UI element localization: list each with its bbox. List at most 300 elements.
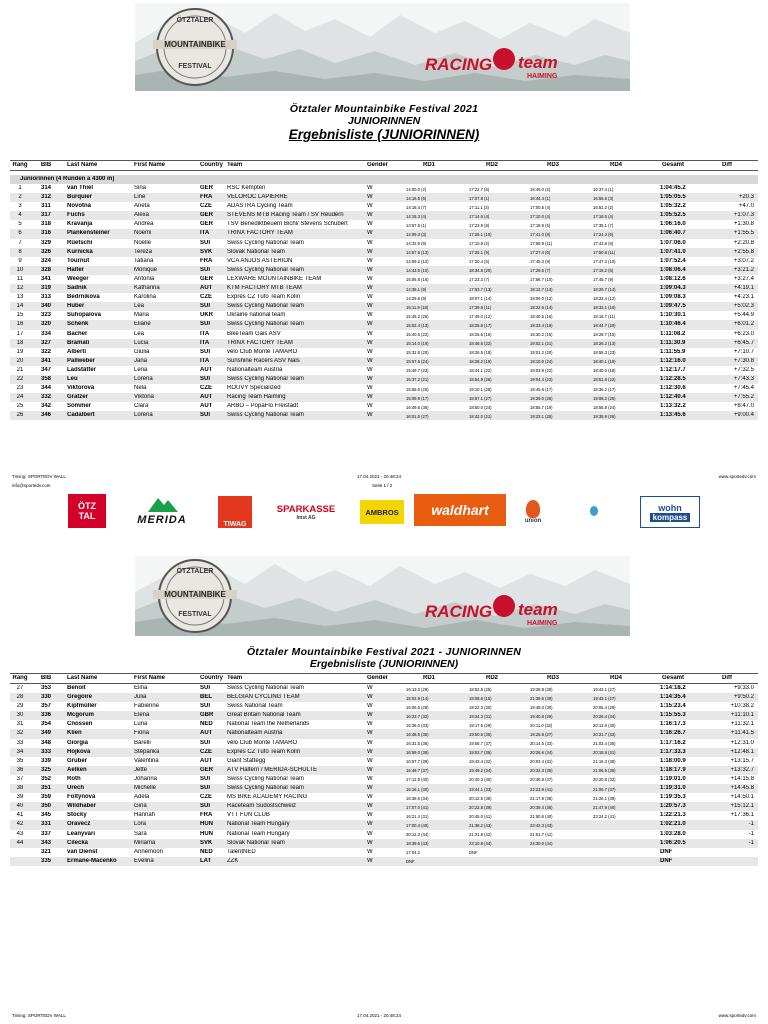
col-first-name-2: First Name — [134, 675, 166, 681]
cell-rd3: 20:32.3 (35) — [530, 768, 553, 774]
banner — [135, 3, 630, 91]
table-row — [10, 248, 758, 257]
cell-first-name: Valentina — [134, 757, 159, 764]
title-block — [0, 103, 768, 143]
cell-rd4: 20:18.8 (31) — [593, 750, 616, 756]
table-row — [10, 830, 758, 839]
table-row — [10, 802, 758, 811]
cell-rd3: 20:14.5 (33) — [530, 741, 553, 747]
cell-rd2: 18:25.6 (16) — [469, 332, 492, 337]
cell-last-name: Pallweber — [67, 357, 96, 364]
cell-team: Great Britain National Team — [227, 712, 301, 719]
cell-rang: 22 — [16, 375, 24, 382]
cell-last-name: Fuchs — [67, 212, 85, 219]
team-logo-text-2: team — [518, 600, 558, 619]
cell-rd3: 18:45.6 (17) — [530, 386, 553, 392]
cell-rd2: 19:24.3 (31) — [469, 713, 492, 719]
cell-gesamt: 1:06:20.5 — [660, 839, 686, 846]
cell-country: FRA — [200, 812, 213, 819]
cell-country: CZE — [200, 203, 212, 210]
cell-last-name: Alberti — [67, 348, 87, 355]
footer-website: www.sportedv.com — [718, 474, 756, 479]
cell-rang: 30 — [16, 712, 24, 719]
cell-rd3: 17:58.9 (11) — [530, 241, 553, 247]
cell-rd2: 17:49.0 (12) — [469, 313, 492, 319]
cell-bib: 326 — [40, 248, 51, 255]
cell-rd4: 21:16.3 (38) — [593, 759, 616, 765]
cell-rd3: 23:42.3 (43) — [530, 822, 553, 828]
table-row — [10, 229, 758, 238]
footer-email: info@sportedv.com — [12, 483, 51, 488]
cell-rd4: 16:37.4 (1) — [593, 186, 614, 192]
cell-country: SUI — [200, 412, 211, 419]
cell-diff: +3:21.2 — [733, 266, 754, 273]
cell-first-name: Antonia — [134, 275, 155, 282]
badge-bottom-text-2: FESTIVAL — [178, 611, 212, 618]
cell-diff: +1:07.3 — [733, 212, 754, 219]
cell-rd1: 16:21.4 (31) — [406, 813, 429, 819]
cell-rd4: 18:26.7 (14) — [593, 286, 616, 292]
cell-bib: 358 — [40, 375, 51, 382]
cell-gender: W — [367, 839, 373, 846]
cell-last-name: Novotná — [67, 203, 91, 210]
cell-rd4: 17:24.3 (6) — [593, 231, 614, 237]
cell-rang: 44 — [16, 839, 24, 846]
cell-country: ITA — [200, 230, 210, 237]
cell-rd3: 20:46.9 (37) — [530, 777, 553, 783]
cell-rd4: 18:40.0 (18) — [593, 368, 616, 374]
cell-rang: 18 — [16, 339, 24, 346]
cell-first-name: Luna — [134, 721, 148, 728]
cell-rd4: 16:56.6 (3) — [593, 195, 614, 201]
cell-bib: 311 — [41, 203, 51, 210]
cell-gender: W — [367, 812, 373, 819]
cell-last-name: Huber — [67, 303, 85, 310]
cell-rd3: 19:49.0 (30) — [530, 704, 553, 710]
cell-gender: W — [367, 239, 373, 246]
cell-bib: 352 — [40, 775, 51, 782]
cell-country: SUI — [200, 303, 211, 310]
cell-gesamt: 1:05:52.5 — [660, 212, 686, 219]
cell-team: Raceteam Südostschweiz — [227, 803, 297, 810]
cell-gesamt: 1:19:35.3 — [660, 794, 686, 801]
cell-gender: W — [367, 230, 373, 237]
cell-rd3: 19:23.1 (25) — [530, 413, 553, 419]
cell-country: SUI — [200, 375, 211, 382]
col-rang-2: Rang — [12, 675, 28, 681]
cell-bib: 336 — [40, 712, 51, 719]
cell-rd1: 14:00.0 (2) — [406, 186, 427, 192]
cell-gender: W — [367, 275, 373, 282]
cell-bib: 312 — [40, 194, 51, 201]
cell-team: BELGIAN CYCLING TEAM — [227, 694, 300, 701]
cell-first-name: Tereza — [134, 248, 153, 255]
raiffeisen-style-logo — [566, 496, 622, 526]
cell-rd3: 17:29.6 (7) — [530, 268, 551, 274]
table-row — [10, 266, 758, 275]
cell-gesamt: 1:10:46.4 — [660, 321, 686, 328]
oetztal-logo: ÖTZ TAL — [68, 494, 106, 528]
table-row — [10, 784, 758, 793]
footer-datetime: 17.04.2021 - 20:48:24 — [357, 474, 402, 479]
cell-gesamt: 1:12:30.6 — [660, 385, 686, 392]
cell-rang: 27 — [16, 685, 24, 691]
table-row — [10, 339, 758, 348]
cell-rd3: 19:03.9 (22) — [530, 368, 553, 374]
cell-bib: 317 — [40, 212, 51, 219]
cell-rd4: 19:43.1 (27) — [593, 686, 616, 692]
col-gesamt-2: Gesamt — [662, 675, 685, 681]
col-team: Team — [227, 162, 243, 168]
cell-first-name: Jette — [134, 766, 148, 773]
cell-rang: 35 — [16, 757, 24, 764]
col-last-name: Last Name — [67, 162, 98, 168]
cell-country: SUI — [200, 321, 211, 328]
table-row — [10, 220, 758, 229]
cell-first-name: Evelina — [134, 857, 154, 864]
cell-diff: +12:48.1 — [730, 748, 754, 755]
footer-timing-2: Timing: SPORTEDV WALL — [12, 1013, 66, 1018]
cell-first-name: Noëlle — [134, 239, 152, 246]
table-row — [10, 702, 758, 711]
table-row — [10, 720, 758, 729]
cell-bib: 314 — [40, 185, 51, 191]
cell-rang: 41 — [16, 812, 24, 819]
cell-rd3: 19:28.8 (28) — [530, 686, 553, 692]
cell-rd1: 15:02.4 (13) — [406, 322, 429, 328]
cell-gender: W — [367, 366, 373, 373]
cell-gesamt: 1:16:17.3 — [660, 721, 686, 728]
cell-last-name: Burquier — [67, 194, 93, 201]
cell-rd2: 18:28.2 (19) — [469, 359, 492, 365]
col-diff: Diff — [722, 162, 732, 168]
cell-country: CZE — [200, 294, 212, 301]
cell-diff: +7:45.4 — [733, 385, 754, 392]
cell-gesamt: 1:07:52.4 — [660, 257, 686, 264]
cell-rd2: 17:23.9 (8) — [469, 222, 490, 228]
cell-rang: 12 — [16, 285, 24, 292]
cell-gender: W — [367, 285, 373, 292]
cell-rd4: 18:51.8 (22) — [593, 377, 616, 383]
cell-first-name: Hannah — [134, 812, 156, 819]
cell-gender: W — [367, 685, 373, 691]
cell-last-name: Aelken — [67, 766, 87, 773]
cell-country: GER — [200, 212, 214, 219]
cell-rd3: 18:09.0 (12) — [530, 295, 553, 301]
cell-team: National Team Hungary — [227, 830, 290, 837]
cell-gender: W — [367, 212, 373, 219]
table-header-2 — [10, 673, 758, 684]
cell-gesamt: 1:09:04.3 — [660, 285, 686, 292]
cell-rd2: 19:10.1 (28) — [469, 386, 492, 392]
cell-rang: 34 — [16, 748, 24, 755]
cell-first-name: Johanna — [134, 775, 158, 782]
rows-page-2 — [10, 684, 758, 866]
cell-rd1: 14:09.3 (3) — [406, 231, 427, 237]
cell-gesamt: 1:04:45.2 — [660, 185, 686, 191]
cell-rd1: 18:39.6 (43) — [406, 841, 429, 847]
cell-country: SUI — [200, 703, 211, 710]
racing-logo-text-2: RACING — [425, 602, 493, 621]
cell-last-name: Leu — [67, 375, 78, 382]
cell-team: Slovak National Team — [227, 839, 285, 846]
cell-rd2: 18:54.9 (26) — [469, 377, 492, 383]
cell-rang: 42 — [16, 821, 24, 828]
cell-gender: W — [367, 712, 373, 719]
cell-rd4: 18:26.2 (13) — [593, 341, 616, 347]
table-row — [10, 393, 758, 402]
cell-rang: 2 — [18, 194, 22, 201]
cell-gender: W — [367, 703, 373, 710]
cell-country: UKR — [200, 312, 213, 319]
cell-bib: 337 — [40, 830, 51, 837]
cell-rd3: 18:22.5 (14) — [530, 304, 553, 310]
cell-first-name: Michelle — [134, 785, 157, 792]
cell-diff: +8:47.0 — [733, 403, 754, 410]
table-row — [10, 411, 758, 420]
cell-rd1: 15:37.2 (21) — [406, 377, 429, 383]
cell-gesamt: 1:19:31.0 — [660, 785, 686, 792]
sparkasse-logo — [258, 498, 354, 526]
col-team-2: Team — [227, 675, 243, 681]
cell-last-name: Ermane-Macenko — [67, 857, 117, 864]
kompass-logo-text: kompass — [650, 513, 691, 522]
badge-top-text-2: ÖTZTALER — [176, 568, 214, 575]
cell-country: AUT — [200, 366, 213, 373]
cell-first-name: Štěpánka — [134, 748, 160, 755]
cell-rd2: 20:40.3 (40) — [469, 777, 492, 783]
cell-rd1: 15:40.5 (22) — [406, 332, 429, 337]
col-rd2: RD2 — [486, 162, 499, 168]
cell-first-name: Fabienne — [134, 703, 160, 710]
table-row — [10, 684, 758, 693]
cell-bib: 354 — [40, 721, 51, 728]
cell-bib: 319 — [40, 285, 51, 292]
merida-mountain-icon — [148, 496, 178, 512]
cell-first-name: Nela — [134, 385, 147, 392]
cell-bib: 341 — [40, 275, 51, 282]
cell-first-name: Lora — [134, 821, 147, 828]
cell-rd4: 19:35.9 (26) — [593, 413, 616, 419]
cell-rd2: 19:43.4 (32) — [469, 759, 492, 765]
cell-rd1: 16:38.6 (34) — [406, 795, 429, 801]
cell-country: SVK — [200, 248, 213, 255]
footer-website-2: www.sportedv.com — [718, 1013, 756, 1018]
cell-team: Expres CZ Tufo Team Kolín — [227, 294, 301, 301]
cell-diff: +6:01.2 — [733, 321, 754, 328]
cell-country: GER — [200, 275, 214, 282]
cell-diff: +7:30.8 — [733, 357, 754, 364]
cell-first-name: Lorena — [134, 412, 153, 419]
cell-diff: -1 — [748, 830, 754, 837]
table-row — [10, 211, 758, 220]
cell-rd2: 17:39.8 (11) — [469, 304, 492, 310]
cell-rd1: 15:49.7 (23) — [406, 368, 429, 374]
cell-last-name: Sadnik — [67, 285, 87, 292]
col-rang: Rang — [12, 162, 28, 168]
cell-team: Expres CZ Tufo Team Kolín — [227, 748, 301, 755]
cell-gesamt: 1:05:32.2 — [660, 203, 686, 210]
cell-rd2: 20:12.5 (38) — [469, 795, 492, 801]
cell-gender: W — [367, 185, 373, 191]
cell-gender: W — [367, 803, 373, 810]
cell-diff: +17:36.1 — [730, 812, 754, 819]
cell-rang: 7 — [18, 239, 22, 246]
cell-first-name: Lena — [134, 366, 148, 373]
cell-gender: W — [367, 375, 373, 382]
cell-rd3: 17:56.7 (10) — [530, 277, 553, 283]
cell-gender: W — [367, 857, 373, 864]
cell-rd3: 17:00.5 (4) — [530, 204, 551, 210]
cell-rd1: 16:49.6 (36) — [406, 404, 429, 410]
cell-country: GER — [200, 185, 214, 191]
cell-rd1: 16:23.7 (32) — [406, 713, 429, 719]
col-rd4: RD4 — [610, 162, 623, 168]
table-row — [10, 320, 758, 329]
cell-rd1: 15:06.8 (16) — [406, 277, 429, 283]
cell-bib: 339 — [40, 757, 51, 764]
cell-first-name: Jana — [134, 357, 148, 364]
category-row — [10, 175, 758, 184]
cell-gesamt: 1:07:06.0 — [660, 239, 686, 246]
table-row — [10, 202, 758, 211]
cell-team: ROUVY Specialized — [227, 385, 281, 392]
cell-rd1: 15:32.8 (20) — [406, 350, 429, 356]
table-row — [10, 402, 758, 411]
cell-gender: W — [367, 394, 373, 401]
results-page-2 — [0, 556, 768, 1024]
table-row — [10, 293, 758, 302]
cell-rd2: 18:57.1 (27) — [469, 395, 492, 401]
cell-bib: 341 — [40, 357, 51, 364]
cell-last-name: Tournut — [67, 257, 90, 264]
cell-rd2: 17:10.6 (2) — [469, 241, 490, 247]
table-row — [10, 793, 758, 802]
merida-logo-text: MERIDA — [137, 514, 187, 526]
cell-diff: +14:15.8 — [730, 775, 754, 782]
cell-gender: W — [367, 248, 373, 255]
cell-rd2: 17:25.1 (9) — [469, 250, 490, 256]
cell-rang: 15 — [16, 312, 24, 319]
cell-bib: 345 — [40, 812, 51, 819]
table-row — [10, 820, 758, 829]
cell-rang: 4 — [18, 212, 22, 219]
cell-last-name: Stocky — [67, 812, 87, 819]
cell-rang: 31 — [16, 721, 24, 728]
cell-rd2: 18:48.5 (22) — [469, 341, 492, 347]
cell-country: SUI — [200, 266, 211, 273]
cell-country: GER — [200, 766, 214, 773]
cell-rd1: 14:57.6 (13) — [406, 250, 429, 256]
cell-gender: W — [367, 785, 373, 792]
cell-rang: 5 — [18, 221, 22, 228]
badge-top-text: ÖTZTALER — [176, 17, 214, 24]
cell-last-name: Cnossen — [67, 721, 93, 728]
cell-rang: 37 — [16, 775, 24, 782]
cell-gesamt: 1:19:01.0 — [660, 775, 686, 782]
cell-country: SVK — [200, 839, 213, 846]
table-row — [10, 729, 758, 738]
cell-last-name: van Thiel — [67, 185, 94, 191]
cell-rd2: 17:23.3 (7) — [469, 277, 490, 283]
cell-team: Swiss Cycling National Team — [227, 785, 304, 792]
cell-rd2: 18:08.6 (15) — [469, 695, 492, 701]
table-row — [10, 848, 758, 857]
cell-gender: W — [367, 775, 373, 782]
table-row — [10, 839, 758, 848]
cell-country: ITA — [200, 339, 210, 346]
cell-first-name: Katharina — [134, 285, 160, 292]
cell-rd1: 15:11.9 (18) — [406, 304, 429, 310]
cell-rd1: 13:57.8 (1) — [406, 222, 427, 228]
cell-bib: 349 — [40, 730, 51, 737]
col-gesamt: Gesamt — [662, 162, 685, 168]
cell-rd3: 20:03.4 (31) — [530, 759, 553, 765]
cell-bib: 350 — [40, 803, 51, 810]
cell-gender: W — [367, 694, 373, 701]
cell-last-name: Benoit — [67, 685, 86, 691]
sparkasse-sub-text: Imst AG — [296, 514, 316, 521]
cell-team: Swiss Cycling National Team — [227, 375, 304, 382]
cell-country: ITA — [200, 330, 210, 337]
cell-last-name: Oravecz — [67, 821, 91, 828]
cell-gesamt: 1:09:47.5 — [660, 303, 686, 310]
cell-rd4: 18:28.7 (15) — [593, 332, 616, 337]
cell-rd4: 17:50.8 (11) — [593, 250, 616, 256]
cell-first-name: Andrea — [134, 221, 154, 228]
cell-rd3: 17:10.0 (4) — [530, 213, 551, 219]
cell-rd4: 17:47.3 (10) — [593, 259, 616, 265]
category-title: JUNIORINNEN — [347, 115, 421, 127]
cell-bib: 359 — [40, 794, 51, 801]
cell-first-name: Clara — [134, 403, 149, 410]
cell-rd1: 17:00.4 (40) — [406, 822, 429, 828]
badge-mid-text: MOUNTAINBIKE — [153, 40, 237, 49]
cell-first-name: Elena — [134, 712, 150, 719]
cell-first-name: Karolina — [134, 294, 157, 301]
cell-diff: +47.0 — [738, 203, 754, 210]
cell-bib: 346 — [40, 412, 51, 419]
cell-rang: 13 — [16, 294, 24, 301]
tiwag-logo: TIWAG — [218, 496, 252, 528]
cell-last-name: Kipfmüller — [67, 703, 97, 710]
cell-gesamt: 1:12:17.7 — [660, 366, 686, 373]
cell-rd4: 20:20.8 (32) — [593, 777, 616, 783]
cell-gesamt: 1:08:12.6 — [660, 275, 686, 282]
cell-rd3: 17:45.3 (9) — [530, 259, 551, 265]
cell-last-name: Čilecká — [67, 839, 89, 846]
cell-rd2: 21:31.8 (42) — [469, 832, 492, 837]
cell-gesamt: DNF — [660, 848, 673, 855]
cell-rd1: 14:43.5 (10) — [406, 268, 429, 274]
cell-rd2: 19:22.3 (30) — [469, 704, 492, 710]
cell-diff: +1:30.8 — [733, 221, 754, 228]
cell-rd2: 17:26.1 (10) — [469, 231, 492, 237]
cell-diff: +14:45.8 — [730, 785, 754, 792]
cell-country: AUT — [200, 285, 213, 292]
table-header — [10, 160, 758, 171]
cell-country: LAT — [200, 857, 212, 864]
cell-diff: +12:31.0 — [730, 739, 754, 746]
cell-rd1: 15:58.6 (25) — [406, 386, 429, 392]
cell-last-name: Kurnická — [67, 248, 93, 255]
cyclist-icon — [493, 48, 515, 70]
wohn-logo-text: wohn — [658, 502, 682, 513]
cell-team: Swiss Cycling National Team — [227, 266, 304, 273]
cell-rd1: DNF — [406, 859, 415, 865]
cell-diff: +5:02.3 — [733, 303, 754, 310]
cell-first-name: Lucia — [134, 339, 149, 346]
